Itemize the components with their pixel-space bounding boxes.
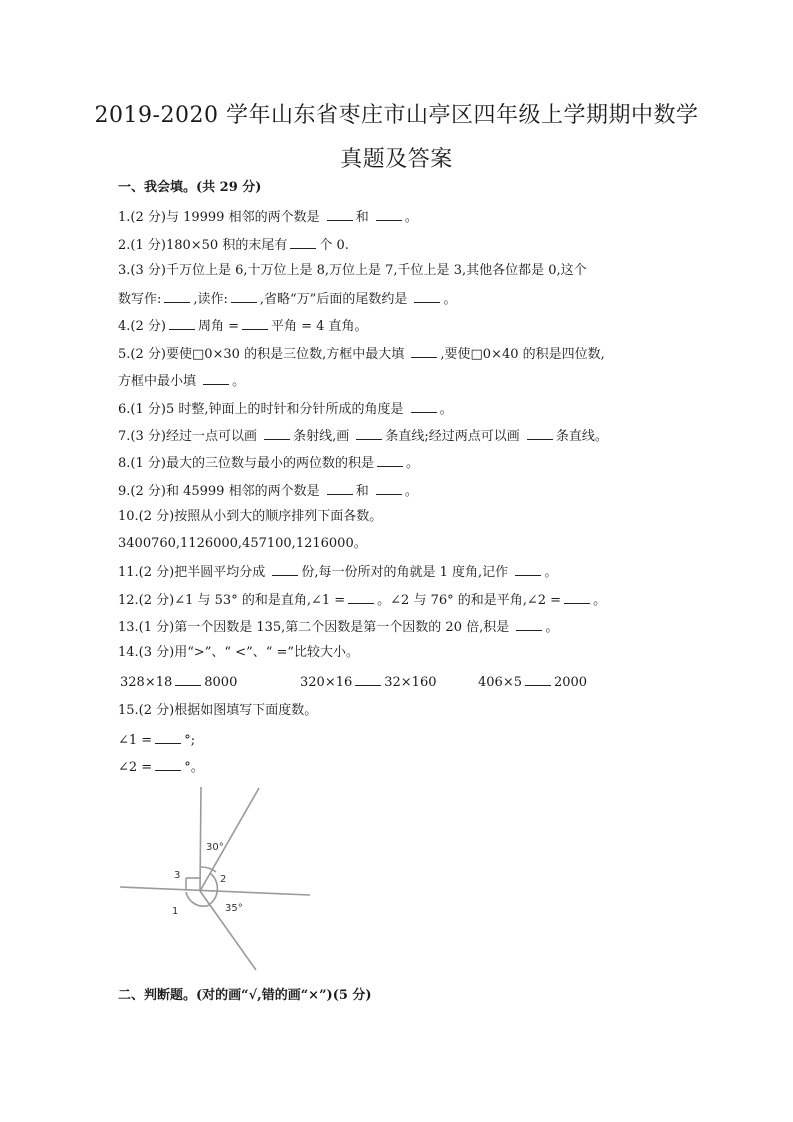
question-5-line2 bbox=[118, 372, 245, 390]
q4-blank-1[interactable] bbox=[169, 317, 195, 330]
question-8 bbox=[118, 454, 419, 472]
q3-blank-2[interactable] bbox=[231, 290, 257, 303]
q15-angle-1 bbox=[118, 731, 195, 749]
q14-1-right: 8000 bbox=[204, 675, 238, 690]
q9-and: 和 bbox=[355, 484, 369, 499]
q9-blank-1[interactable] bbox=[327, 482, 353, 495]
q15-blank-1[interactable] bbox=[155, 731, 181, 744]
question-2 bbox=[118, 236, 349, 254]
q7-blank-2[interactable] bbox=[356, 427, 382, 440]
document-title-line1: 2019-2020 学年山东省枣庄市山亭区四年级上学期期中数学 bbox=[94, 103, 699, 128]
label-angle-3: 3 bbox=[174, 870, 181, 881]
q9-blank-2[interactable] bbox=[376, 482, 402, 495]
label-angle-1: 1 bbox=[172, 906, 179, 917]
q6-blank[interactable] bbox=[411, 400, 437, 413]
q1-blank-1[interactable] bbox=[327, 208, 353, 221]
arc-2 bbox=[210, 873, 217, 904]
q4-mid: 周角 = bbox=[197, 319, 239, 334]
q5-text-2: 方框中最小填 bbox=[118, 374, 197, 389]
q3-write: 数写作: bbox=[118, 292, 162, 307]
q5-blank-2[interactable] bbox=[203, 372, 229, 385]
q4-end: 平角 = 4 直角。 bbox=[270, 319, 368, 334]
question-10: 10.(2 分)按照从小到大的顺序排列下面各数。 bbox=[118, 509, 383, 524]
q5-mid: ,要使□0×40 的积是四位数, bbox=[440, 347, 605, 362]
vertical-ray bbox=[200, 787, 201, 891]
q2-blank[interactable] bbox=[290, 236, 316, 249]
q14-compare-2 bbox=[300, 673, 437, 690]
question-3-line1: 3.(3 分)千万位上是 6,十万位上是 8,万位上是 7,千位上是 3,其他各位都是 0,这个 bbox=[118, 263, 587, 278]
question-7 bbox=[118, 427, 608, 445]
q13-end: 。 bbox=[545, 620, 559, 635]
q14-2-right: 32×160 bbox=[384, 675, 437, 690]
q14-1-left: 328×18 bbox=[120, 675, 173, 690]
q5-end: 。 bbox=[232, 374, 246, 389]
q14-3-left: 406×5 bbox=[478, 675, 522, 690]
question-12 bbox=[118, 591, 606, 609]
question-11 bbox=[118, 563, 557, 581]
horizontal-line bbox=[120, 887, 310, 895]
question-10-numbers: 3400760,1126000,457100,1216000。 bbox=[118, 536, 367, 551]
q13-text: 13.(1 分)第一个因数是 135,第二个因数是第一个因数的 20 倍,积是 bbox=[118, 620, 510, 635]
q15-blank-2[interactable] bbox=[155, 758, 181, 771]
q8-end: 。 bbox=[405, 456, 419, 471]
q5-blank-1[interactable] bbox=[411, 345, 437, 358]
q7-blank-3[interactable] bbox=[527, 427, 553, 440]
q14-compare-3 bbox=[478, 673, 587, 690]
angle-figure bbox=[110, 780, 320, 980]
q12-end: 。 bbox=[593, 593, 607, 608]
question-13 bbox=[118, 618, 558, 636]
q6-text: 6.(1 分)5 时整,钟面上的时针和分针所成的角度是 bbox=[118, 402, 404, 417]
q6-end: 。 bbox=[439, 402, 453, 417]
question-1 bbox=[118, 208, 418, 226]
q9-text: 9.(2 分)和 45999 相邻的两个数是 bbox=[118, 484, 320, 499]
q13-blank[interactable] bbox=[516, 618, 542, 631]
question-4 bbox=[118, 317, 368, 335]
label-30-degrees: 30° bbox=[206, 842, 224, 853]
diagonal-ray-30 bbox=[200, 788, 259, 891]
q14-blank-3[interactable] bbox=[525, 673, 551, 686]
q15-angle1-end: °; bbox=[184, 733, 196, 748]
q8-blank[interactable] bbox=[377, 454, 403, 467]
q12-blank-1[interactable] bbox=[348, 591, 374, 604]
q4-blank-2[interactable] bbox=[242, 317, 268, 330]
q7-mid-1: 条射线,画 bbox=[293, 429, 350, 444]
q12-text: 12.(2 分)∠1 与 53° 的和是直角,∠1 = bbox=[118, 593, 346, 608]
q3-blank-1[interactable] bbox=[164, 290, 190, 303]
q12-blank-2[interactable] bbox=[564, 591, 590, 604]
q7-mid-2: 条直线;经过两点可以画 bbox=[385, 429, 520, 444]
q1-end: 。 bbox=[404, 210, 418, 225]
q2-text: 2.(1 分)180×50 积的末尾有 bbox=[118, 238, 288, 253]
question-5-line1 bbox=[118, 345, 605, 363]
document-title-line2: 真题及答案 bbox=[340, 147, 453, 172]
q3-read: ,读作: bbox=[193, 292, 228, 307]
question-14: 14.(3 分)用“>”、“ <”、“ =”比较大小。 bbox=[118, 645, 360, 660]
q15-angle2-end: °。 bbox=[184, 760, 204, 775]
q12-mid: 。∠2 与 76° 的和是平角,∠2 = bbox=[377, 593, 562, 608]
q15-angle-2 bbox=[118, 758, 204, 776]
q11-end: 。 bbox=[544, 565, 558, 580]
q1-and: 和 bbox=[355, 210, 369, 225]
q5-text: 5.(2 分)要使□0×30 的积是三位数,方框中最大填 bbox=[118, 347, 405, 362]
q14-3-right: 2000 bbox=[553, 675, 588, 690]
section2-heading: 二、判断题。(对的画“√,错的画“×”)(5 分) bbox=[118, 988, 372, 1003]
question-3-line2 bbox=[118, 290, 457, 308]
q15-angle1-label: ∠1 = bbox=[118, 733, 153, 748]
q11-blank-2[interactable] bbox=[515, 563, 541, 576]
q14-blank-2[interactable] bbox=[355, 673, 381, 686]
label-angle-2: 2 bbox=[220, 874, 227, 885]
q14-compare-1 bbox=[120, 673, 237, 690]
q1-text: 1.(2 分)与 19999 相邻的两个数是 bbox=[118, 210, 320, 225]
q15-angle2-label: ∠2 = bbox=[118, 760, 153, 775]
q3-blank-3[interactable] bbox=[414, 290, 440, 303]
question-15: 15.(2 分)根据如图填写下面度数。 bbox=[118, 703, 318, 718]
q11-text: 11.(2 分)把半圆平均分成 bbox=[118, 565, 266, 580]
q9-end: 。 bbox=[404, 484, 418, 499]
question-9 bbox=[118, 482, 418, 500]
q3-approx: ,省略“万”后面的尾数约是 bbox=[259, 292, 408, 307]
q14-blank-1[interactable] bbox=[175, 673, 201, 686]
q7-end: 条直线。 bbox=[555, 429, 608, 444]
q7-text: 7.(3 分)经过一点可以画 bbox=[118, 429, 257, 444]
section1-heading: 一、我会填。(共 29 分) bbox=[118, 180, 262, 195]
q11-blank-1[interactable] bbox=[272, 563, 298, 576]
q7-blank-1[interactable] bbox=[264, 427, 290, 440]
q4-text: 4.(2 分) bbox=[118, 319, 166, 334]
question-6 bbox=[118, 400, 453, 418]
q11-mid: 份,每一份所对的角就是 1 度角,记作 bbox=[301, 565, 509, 580]
q3-end: 。 bbox=[443, 292, 457, 307]
q2-end: 个 0. bbox=[319, 238, 349, 253]
q8-text: 8.(1 分)最大的三位数与最小的两位数的积是 bbox=[118, 456, 374, 471]
q14-2-left: 320×16 bbox=[300, 675, 353, 690]
q1-blank-2[interactable] bbox=[376, 208, 402, 221]
label-35-degrees: 35° bbox=[225, 903, 243, 914]
